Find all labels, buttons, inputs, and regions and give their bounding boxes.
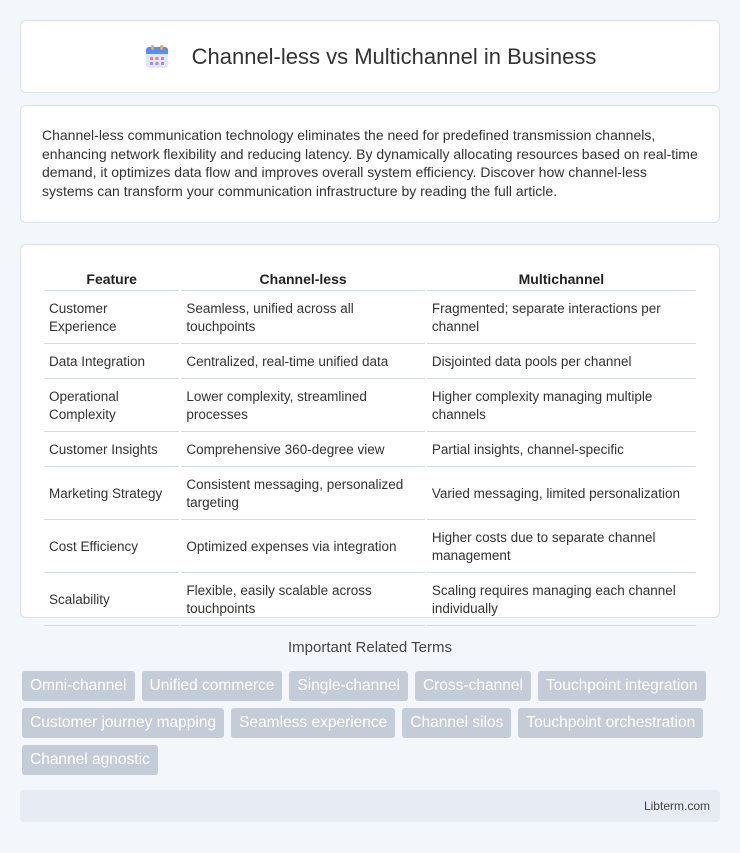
- channel-less-cell: Flexible, easily scalable across touchpoints: [181, 575, 424, 626]
- footer-site-link[interactable]: Libterm.com: [643, 799, 710, 813]
- related-term-tag[interactable]: Channel agnostic: [22, 745, 158, 775]
- multichannel-cell: Higher costs due to separate channel management: [427, 522, 696, 573]
- calendar-icon: [144, 44, 170, 70]
- related-terms-tags: [22, 671, 722, 775]
- multichannel-cell: Higher complexity managing multiple channels: [427, 381, 696, 432]
- table-header-row: [44, 267, 696, 291]
- related-term-tag[interactable]: Touchpoint orchestration: [518, 708, 703, 738]
- feature-cell: Data Integration: [44, 346, 179, 379]
- related-terms-title: Important Related Terms: [288, 639, 452, 656]
- feature-cell: Customer Experience: [44, 293, 179, 344]
- header-card: [20, 20, 720, 93]
- channel-less-cell: Comprehensive 360-degree view: [181, 434, 424, 467]
- table-row: [44, 346, 696, 379]
- related-term-tag[interactable]: Seamless experience: [231, 708, 395, 738]
- multichannel-cell: Partial insights, channel-specific: [427, 434, 696, 467]
- related-term-tag[interactable]: Unified commerce: [142, 671, 283, 701]
- channel-less-cell: Seamless, unified across all touchpoints: [181, 293, 424, 344]
- related-term-tag[interactable]: Single-channel: [289, 671, 408, 701]
- table-row: [44, 434, 696, 467]
- page-title: Channel-less vs Multichannel in Business: [191, 43, 597, 69]
- feature-cell: Operational Complexity: [44, 381, 179, 432]
- channel-less-cell: Centralized, real-time unified data: [181, 346, 424, 379]
- header-multichannel: Multichannel: [427, 267, 696, 291]
- header-channel-less: Channel-less: [181, 267, 424, 291]
- intro-text: Channel-less communication technology eliminates the need for predefined transmission channels, enhancing network flexibility and reducing latency. By dynamically allocating resources based on real-time demand, it optimizes data flow and improves overall system efficiency. Discover how channel-less systems can transform your communication infrastructure by reading the full article.: [42, 127, 698, 199]
- channel-less-cell: Consistent messaging, personalized targeting: [181, 469, 424, 520]
- header-feature: Feature: [44, 267, 179, 291]
- table-row: [44, 293, 696, 344]
- related-term-tag[interactable]: Omni-channel: [22, 671, 135, 701]
- multichannel-cell: Fragmented; separate interactions per channel: [427, 293, 696, 344]
- feature-cell: Customer Insights: [44, 434, 179, 467]
- related-term-tag[interactable]: Touchpoint integration: [538, 671, 706, 701]
- related-term-tag[interactable]: Channel silos: [402, 708, 511, 738]
- related-term-tag[interactable]: Customer journey mapping: [22, 708, 224, 738]
- related-term-tag[interactable]: Cross-channel: [415, 671, 531, 701]
- feature-cell: Marketing Strategy: [44, 469, 179, 520]
- multichannel-cell: Scaling requires managing each channel individually: [427, 575, 696, 626]
- comparison-table-card: [20, 244, 720, 618]
- table-row: [44, 522, 696, 573]
- table-row: [44, 575, 696, 626]
- channel-less-cell: Optimized expenses via integration: [181, 522, 424, 573]
- intro-card: [20, 105, 720, 223]
- feature-cell: Cost Efficiency: [44, 522, 179, 573]
- channel-less-cell: Lower complexity, streamlined processes: [181, 381, 424, 432]
- comparison-table: [42, 265, 698, 628]
- table-row: [44, 469, 696, 520]
- feature-cell: Scalability: [44, 575, 179, 626]
- footer: [20, 790, 720, 822]
- table-row: [44, 381, 696, 432]
- multichannel-cell: Disjointed data pools per channel: [427, 346, 696, 379]
- multichannel-cell: Varied messaging, limited personalization: [427, 469, 696, 520]
